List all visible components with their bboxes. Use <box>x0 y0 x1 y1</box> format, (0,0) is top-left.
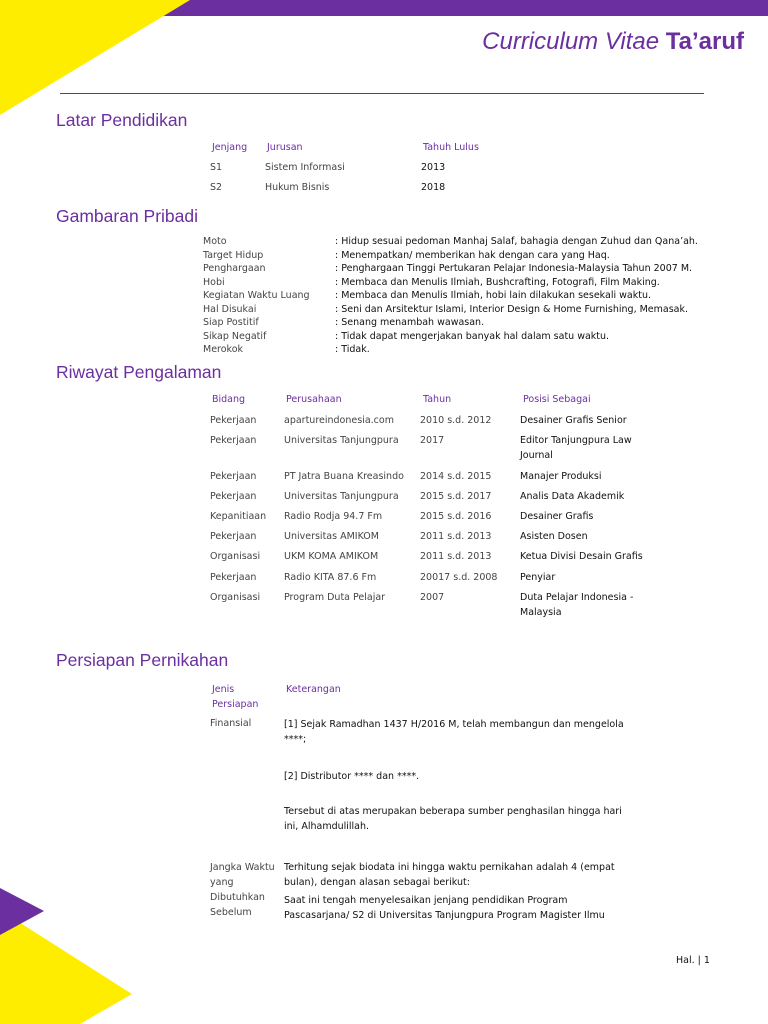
table-cell: 2007 <box>420 592 445 603</box>
label-disukai: Hal Disukai <box>203 303 257 315</box>
title-bold: Ta’aruf <box>665 28 744 55</box>
table-cell: 2011 s.d. 2013 <box>420 531 492 542</box>
table-cell: 2013 <box>421 162 446 173</box>
label-target: Target Hidup <box>203 249 264 261</box>
table-cell: Desainer Grafis <box>520 511 594 522</box>
value-negatif: : Tidak dapat mengerjakan banyak hal dalam satu waktu. <box>335 330 610 342</box>
jangka-paragraph-2: Saat ini tengah menyelesaikan jenjang pendidikan Program Pascasarjana/ S2 di Universitas Tanjungpura Program Magister Ilmu <box>284 895 605 921</box>
table-cell: Radio KITA 87.6 Fm <box>284 572 377 583</box>
label-jangka-waktu: Jangka Waktu yang Dibutuhkan Sebelum <box>210 862 275 918</box>
table-cell: Pekerjaan <box>210 572 257 583</box>
col-posisi: Posisi Sebagai <box>523 394 591 405</box>
page-title <box>482 28 744 56</box>
table-cell: Organisasi <box>210 551 261 562</box>
table-cell: apartureindonesia.com <box>284 415 394 426</box>
table-cell: 2018 <box>421 182 446 193</box>
col-tahun: Tahun <box>423 394 452 405</box>
table-cell: 2011 s.d. 2013 <box>420 551 492 562</box>
col-bidang: Bidang <box>212 394 246 405</box>
table-cell: Radio Rodja 94.7 Fm <box>284 511 383 522</box>
value-disukai: : Seni dan Arsitektur Islami, Interior Design & Home Furnishing, Memasak. <box>335 303 689 315</box>
value-penghargaan: : Penghargaan Tinggi Pertukaran Pelajar Indonesia-Malaysia Tahun 2007 M. <box>335 263 693 274</box>
top-yellow-triangle <box>0 0 190 115</box>
heading-pribadi: Gambaran Pribadi <box>56 206 199 226</box>
label-moto: Moto <box>203 236 227 247</box>
table-cell: Manajer Produksi <box>520 471 602 482</box>
table-cell: Asisten Dosen <box>520 531 588 542</box>
table-cell: Pekerjaan <box>210 531 257 542</box>
finansial-paragraph-3: Tersebut di atas merupakan beberapa sumber penghasilan hingga hari ini, Alhamdulillah. <box>284 806 622 832</box>
col-tahun-lulus: Tahuh Lulus <box>423 142 479 153</box>
page-number: Hal. | 1 <box>676 955 710 966</box>
table-cell: Pekerjaan <box>210 435 257 446</box>
value-waktu-luang: : Membaca dan Menulis Ilmiah, hobi lain dilakukan sesekali waktu. <box>335 290 651 301</box>
table-cell: Pekerjaan <box>210 491 257 502</box>
label-merokok: Merokok <box>203 344 244 355</box>
title-italic: Curriculum Vitae <box>482 28 660 55</box>
label-penghargaan: Penghargaan <box>203 263 266 274</box>
value-merokok: : Tidak. <box>335 344 370 355</box>
table-cell: S2 <box>210 182 223 193</box>
table-cell: Pekerjaan <box>210 415 257 426</box>
table-cell: Sistem Informasi <box>265 162 345 173</box>
table-cell: 2010 s.d. 2012 <box>420 415 492 426</box>
table-cell: Kepanitiaan <box>210 511 267 522</box>
table-cell: Organisasi <box>210 592 261 603</box>
table-cell: Ketua Divisi Desain Grafis <box>520 551 643 562</box>
table-cell: 2014 s.d. 2015 <box>420 471 492 482</box>
bottom-yellow-triangle <box>0 910 132 1024</box>
table-cell: Pekerjaan <box>210 471 257 482</box>
col-jurusan: Jurusan <box>267 142 303 153</box>
table-cell: Penyiar <box>520 572 556 583</box>
table-cell: 20017 s.d. 2008 <box>420 572 498 583</box>
table-cell: Editor Tanjungpura Law Journal <box>520 435 632 461</box>
table-cell: 2015 s.d. 2016 <box>420 511 492 522</box>
value-hobi: : Membaca dan Menulis Ilmiah, Bushcrafting, Fotografi, Film Making. <box>335 276 660 288</box>
table-cell: UKM KOMA AMIKOM <box>284 551 379 562</box>
heading-pernikahan: Persiapan Pernikahan <box>56 650 229 670</box>
table-cell: Duta Pelajar Indonesia - Malaysia <box>520 592 634 618</box>
table-cell: PT Jatra Buana Kreasindo <box>284 471 404 482</box>
col-keterangan: Keterangan <box>286 684 341 695</box>
table-cell: Universitas AMIKOM <box>284 531 379 542</box>
value-moto: : Hidup sesuai pedoman Manhaj Salaf, bahagia dengan Zuhud dan Qana’ah. <box>335 236 698 247</box>
finansial-paragraph-2: [2] Distributor **** dan ****. <box>284 771 420 782</box>
label-waktu-luang: Kegiatan Waktu Luang <box>203 290 310 301</box>
table-cell: 2015 s.d. 2017 <box>420 491 492 502</box>
heading-pengalaman: Riwayat Pengalaman <box>56 362 222 382</box>
table-cell: Desainer Grafis Senior <box>520 415 627 426</box>
label-negatif: Sikap Negatif <box>203 330 267 342</box>
table-cell: S1 <box>210 162 223 173</box>
label-positif: Siap Postitif <box>203 317 259 328</box>
table-cell: Hukum Bisnis <box>265 182 330 193</box>
table-cell: Universitas Tanjungpura <box>284 491 399 502</box>
table-cell: Program Duta Pelajar <box>284 592 386 603</box>
jangka-paragraph-1: Terhitung sejak biodata ini hingga waktu pernikahan adalah 4 (empat bulan), dengan alasan sebagai berikut: <box>284 862 615 888</box>
table-cell: Analis Data Akademik <box>520 491 625 502</box>
heading-pendidikan: Latar Pendidikan <box>56 110 188 130</box>
col-jenjang: Jenjang <box>212 142 248 153</box>
table-cell: 2017 <box>420 435 445 446</box>
label-hobi: Hobi <box>203 276 225 288</box>
finansial-paragraph-1: [1] Sejak Ramadhan 1437 H/2016 M, telah membangun dan mengelola ****; <box>284 719 624 745</box>
value-target: : Menempatkan/ memberikan hak dengan cara yang Haq. <box>335 249 610 261</box>
col-jenis-persiapan: Jenis Persiapan <box>212 684 259 710</box>
label-finansial: Finansial <box>210 718 252 729</box>
col-perusahaan: Perusahaan <box>286 394 342 405</box>
header-divider <box>60 93 704 94</box>
value-positif: : Senang menambah wawasan. <box>335 317 485 328</box>
table-cell: Universitas Tanjungpura <box>284 435 399 446</box>
